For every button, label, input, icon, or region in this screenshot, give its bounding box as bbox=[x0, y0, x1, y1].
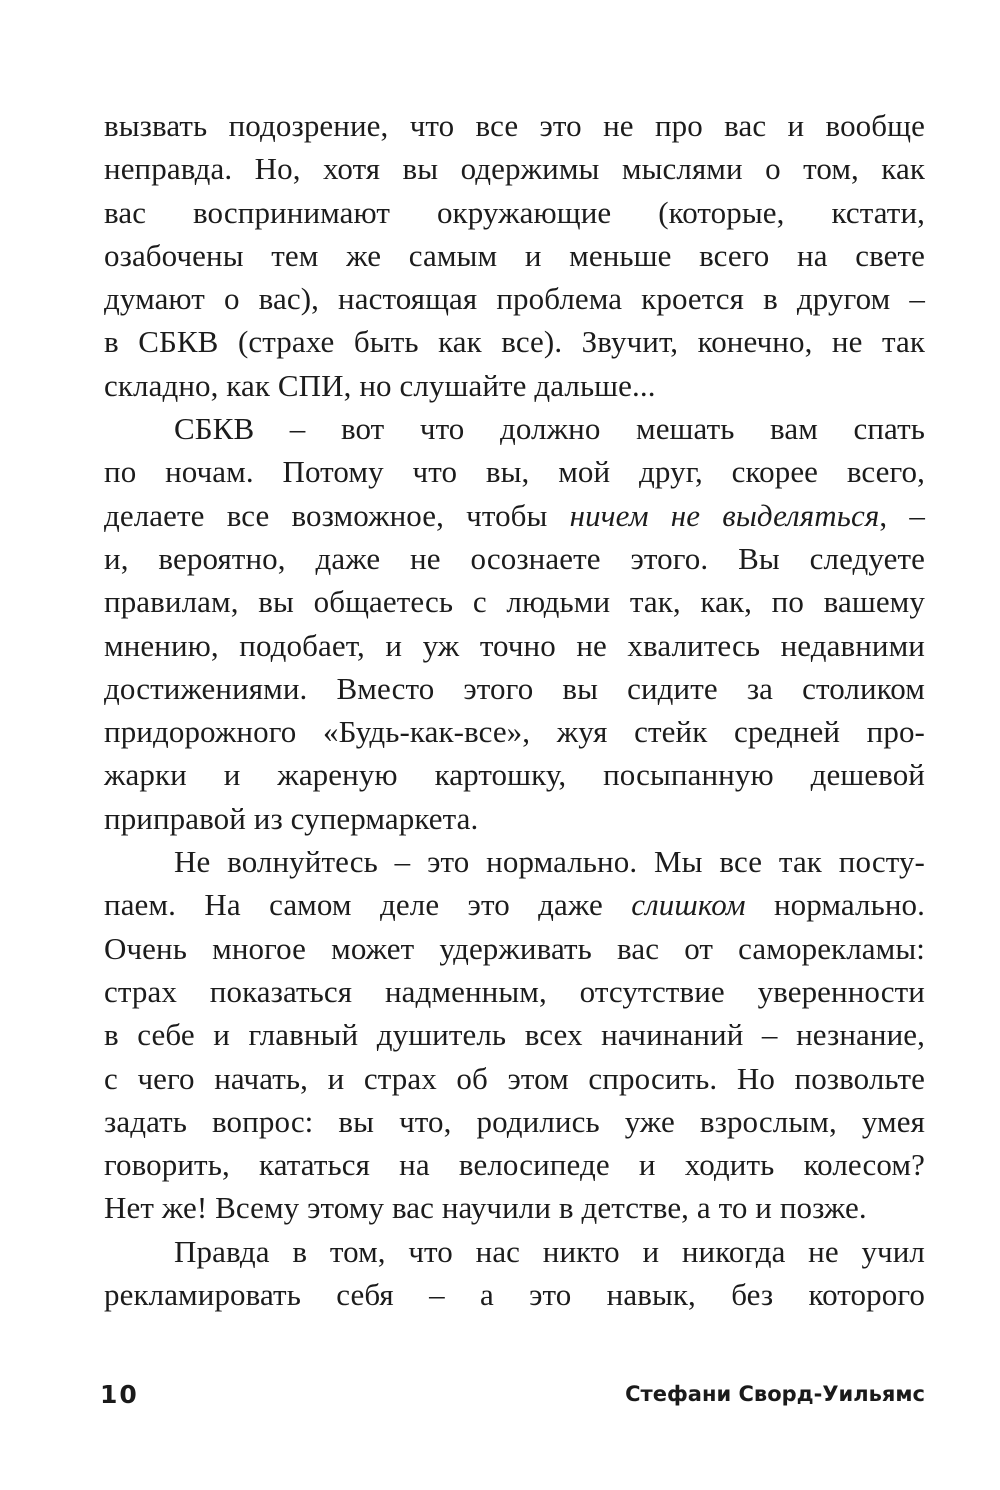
text-segment: делаете все возможное, чтобы bbox=[104, 497, 548, 533]
text-line: Нет же! Всему этому вас научили в детстве, а то и позже. bbox=[104, 1190, 867, 1226]
text-line: в СБКВ (страхе быть как все). Звучит, конечно, не так bbox=[104, 324, 925, 360]
paragraph-4 bbox=[104, 1230, 925, 1317]
text-line: вас воспринимают окружающие (которые, кстати, bbox=[104, 194, 925, 230]
text-line: задать вопрос: вы что, родились уже взрослым, умея bbox=[104, 1103, 925, 1139]
paragraph-2 bbox=[104, 407, 925, 840]
text-line: СБКВ – вот что должно мешать вам спать bbox=[174, 411, 925, 447]
text-line: рекламировать себя – а это навык, без которого bbox=[104, 1277, 925, 1313]
paragraph-1 bbox=[104, 104, 925, 407]
emphasis-text: слишком bbox=[631, 887, 746, 923]
paragraph-3 bbox=[104, 840, 925, 1230]
text-line: мнению, подобает, и уж точно не хвалитесь недавними bbox=[104, 627, 925, 663]
page-footer bbox=[100, 1380, 925, 1416]
text-line: жарки и жареную картошку, посыпанную дешевой bbox=[104, 757, 925, 793]
text-line: приправой из супермаркета. bbox=[104, 800, 479, 836]
text-line: правилам, вы общаетесь с людьми так, как, по вашему bbox=[104, 584, 925, 620]
text-line: и, вероятно, даже не осознаете этого. Вы следуете bbox=[104, 540, 925, 576]
text-line: достижениями. Вместо этого вы сидите за столиком bbox=[104, 670, 925, 706]
text-line: говорить, кататься на велосипеде и ходить колесом? bbox=[104, 1147, 925, 1183]
text-line-with-emphasis bbox=[104, 883, 925, 926]
text-line: с чего начать, и страх об этом спросить. Но позвольте bbox=[104, 1060, 925, 1096]
body-text bbox=[104, 104, 925, 1316]
text-line: Правда в том, что нас никто и никогда не учил bbox=[174, 1233, 925, 1269]
text-line: в себе и главный душитель всех начинаний – незнание, bbox=[104, 1017, 925, 1053]
text-line: думают о вас), настоящая проблема кроется в другом – bbox=[104, 281, 925, 317]
text-segment: , – bbox=[879, 497, 925, 533]
text-line: складно, как СПИ, но слушайте дальше... bbox=[104, 367, 656, 403]
text-line: Не волнуйтесь – это нормально. Мы все так посту- bbox=[174, 844, 925, 880]
text-line: неправда. Но, хотя вы одержимы мыслями о том, как bbox=[104, 151, 925, 187]
running-footer-author: Стефани Сворд-Уильямс bbox=[625, 1382, 925, 1406]
text-line: по ночам. Потому что вы, мой друг, скорее всего, bbox=[104, 454, 925, 490]
text-line: придорожного «Будь-как-все», жуя стейк средней про- bbox=[104, 714, 925, 750]
page-number: 10 bbox=[100, 1380, 139, 1409]
emphasis-text: ничем не выделяться bbox=[569, 497, 880, 533]
text-line: страх показаться надменным, отсутствие уверенности bbox=[104, 973, 925, 1009]
text-line: Очень многое может удерживать вас от саморекламы: bbox=[104, 930, 925, 966]
text-line: вызвать подозрение, что все это не про вас и вообще bbox=[104, 108, 925, 143]
text-line: озабочены тем же самым и меньше всего на свете bbox=[104, 237, 925, 273]
text-segment: нормально. bbox=[773, 887, 925, 923]
text-segment: паем. На самом деле это даже bbox=[104, 887, 603, 923]
text-line-with-emphasis bbox=[104, 494, 925, 537]
